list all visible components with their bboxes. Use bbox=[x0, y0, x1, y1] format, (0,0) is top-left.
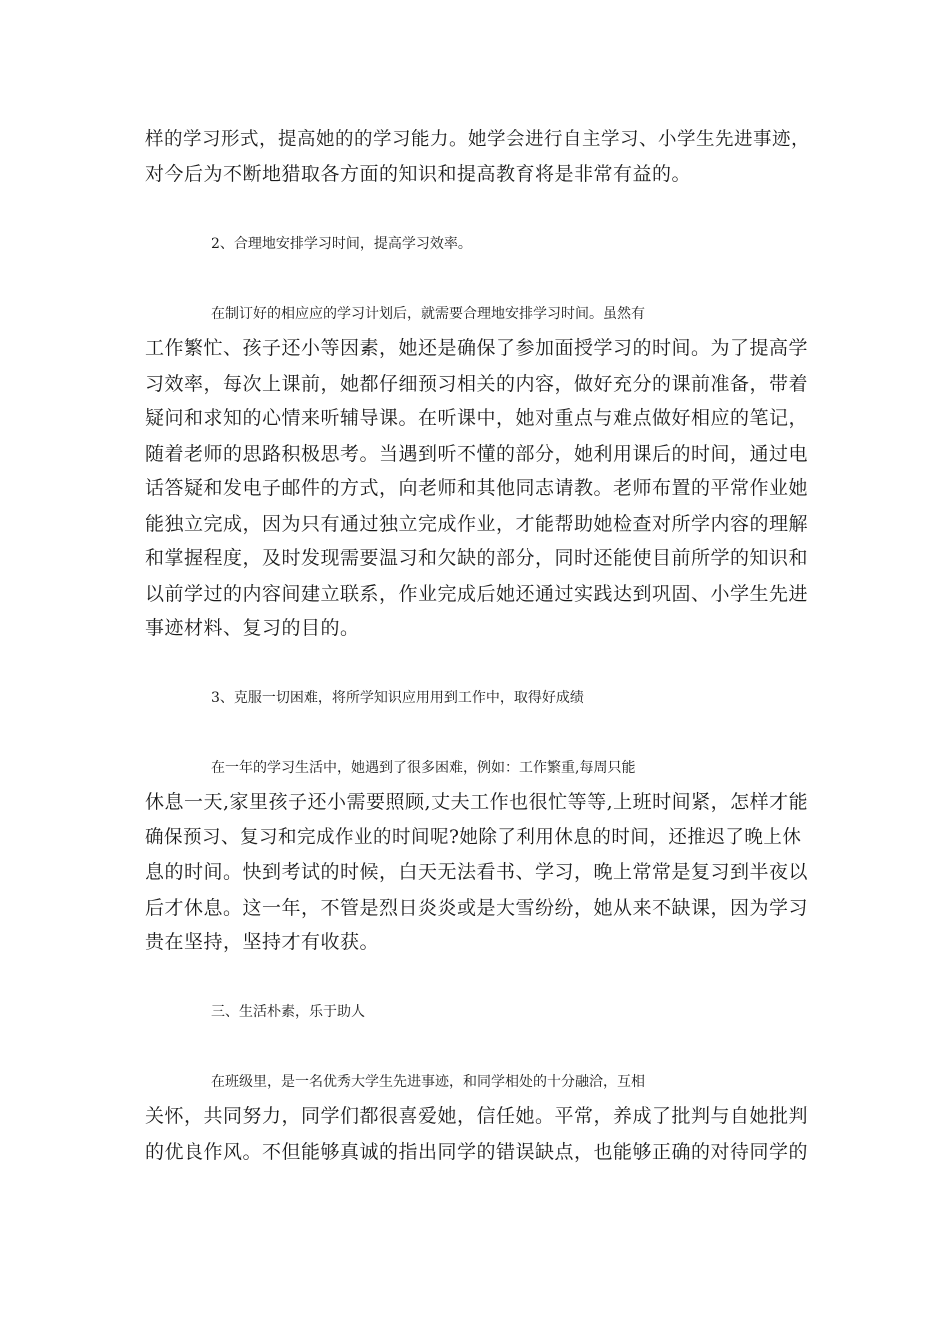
paragraph-line: 随着老师的思路积极思考。当遇到听不懂的部分，她利用课后的时间，通过电 bbox=[145, 443, 809, 465]
paragraph-line: 后才休息。这一年，不管是烈日炎炎或是大雪纷纷，她从来不缺课，因为学习 bbox=[145, 897, 809, 919]
paragraph-line: 习效率，每次上课前，她都仔细预习相关的内容，做好充分的课前准备，带着 bbox=[145, 373, 809, 395]
paragraph-line: 关怀，共同努力，同学们都很喜爱她，信任她。平常，养成了批判与自她批判 bbox=[145, 1105, 809, 1127]
paragraph-line: 确保预习、复习和完成作业的时间呢?她除了利用休息的时间，还推迟了晚上休 bbox=[145, 827, 802, 848]
paragraph-line: 的优良作风。不但能够真诚的指出同学的错误缺点，也能够正确的对待同学的 bbox=[145, 1141, 809, 1163]
paragraph-line: 对今后为不断地猎取各方面的知识和提高教育将是非常有益的。 bbox=[145, 163, 692, 185]
paragraph-line: 能独立完成，因为只有通过独立完成作业，才能帮助她检查对所学内容的理解 bbox=[145, 513, 809, 535]
paragraph-line: 在制订好的相应应的学习计划后，就需要合理地安排学习时间。虽然有 bbox=[211, 306, 645, 322]
paragraph-line: 贵在坚持，坚持才有收获。 bbox=[145, 931, 380, 953]
paragraph-line: 疑问和求知的心情来听辅导课。在听课中，她对重点与难点做好相应的笔记， bbox=[145, 407, 809, 429]
section-heading: 3、克服一切困难，将所学知识应用用到工作中，取得好成绩 bbox=[211, 690, 584, 706]
section-heading: 2、合理地安排学习时间，提高学习效率。 bbox=[211, 236, 472, 252]
paragraph-line: 在班级里，是一名优秀大学生先进事迹，和同学相处的十分融洽，互相 bbox=[211, 1074, 645, 1090]
section-heading: 三、生活朴素，乐于助人 bbox=[211, 1004, 365, 1020]
paragraph-line: 样的学习形式，提高她的的学习能力。她学会进行自主学习、小学生先进事迹， bbox=[145, 129, 811, 150]
paragraph-line: 话答疑和发电子邮件的方式，向老师和其他同志请教。老师布置的平常作业她 bbox=[145, 477, 809, 499]
paragraph-line: 以前学过的内容间建立联系，作业完成后她还通过实践达到巩固、小学生先进 bbox=[145, 583, 809, 605]
paragraph-line: 在一年的学习生活中，她遇到了很多困难，例如：工作繁重,每周只能 bbox=[211, 760, 636, 776]
paragraph-line: 息的时间。快到考试的时候，白天无法看书、学习，晚上常常是复习到半夜以 bbox=[145, 861, 809, 883]
paragraph-line: 事迹材料、复习的目的。 bbox=[145, 617, 360, 639]
paragraph-line: 休息一天,家里孩子还小需要照顾,丈夫工作也很忙等等,上班时间紧，怎样才能 bbox=[145, 791, 809, 813]
paragraph-line: 工作繁忙、孩子还小等因素，她还是确保了参加面授学习的时间。为了提高学 bbox=[145, 337, 809, 359]
paragraph-line: 和掌握程度，及时发现需要温习和欠缺的部分，同时还能使目前所学的知识和 bbox=[145, 547, 809, 569]
